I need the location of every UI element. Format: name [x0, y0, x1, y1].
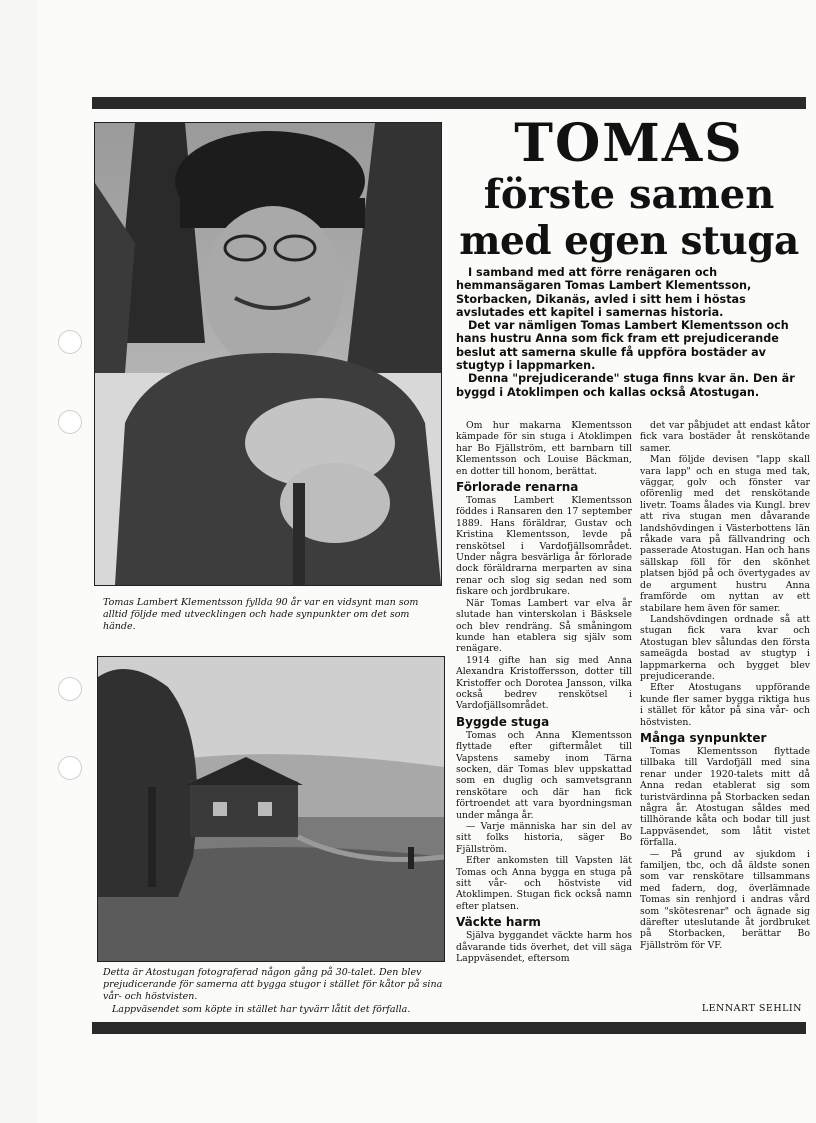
punch-hole: [58, 756, 82, 780]
body-paragraph: Själva byggandet väckte harm hos dåvarande tids överhet, det vill säga Lappväsendet, eftersom: [456, 930, 632, 965]
cabin-photo: [97, 656, 445, 962]
body-paragraph: När Tomas Lambert var elva år slutade han vinterskolan i Bäsksele och blev rendräng. Så småningom kunde han etablera sig själv som renägare.: [456, 597, 632, 655]
subheading: Väckte harm: [456, 915, 541, 930]
body-paragraph: 1914 gifte han sig med Anna Alexandra Kristoffersson, dotter till Kristoffer och Dorotea Jansson, vilka också bedrev renskötsel i Vardofjällsområdet.: [456, 654, 632, 712]
punch-hole: [58, 330, 82, 354]
body-paragraph: Efter ankomsten till Vapsten lät Tomas och Anna bygga en stuga på sitt vår- och höstviste vid Atoklimpen. Stugan fick också namn efter platsen.: [456, 855, 632, 912]
subheading: Förlorade renarna: [456, 480, 579, 495]
headline-line-2: förste samen: [483, 171, 775, 218]
body-paragraph: Tomas Lambert Klementsson föddes i Ransaren den 17 september 1889. Hans föräldrar, Gustav och Kristina Klementsson, levde på renskötsel i Vardofjällsområdet. Under några besvärliga år förlorade dock föräldrarna merparten av sina renar och slog sig sedan ned som fiskare och jordbrukare.: [456, 495, 632, 598]
body-paragraph: Efter Atostugans uppförande kunde fler samer bygga riktiga hus i stället för kåtor på sina vår- och höstvisten.: [640, 682, 810, 728]
lead-paragraph: Det var nämligen Tomas Lambert Klementsson och hans hustru Anna som fick fram ett prejudicerande beslut att samerna skulle få uppföra bostäder av stugtyp i lappmarken.: [456, 319, 789, 373]
lead-paragraph: Denna "prejudicerande" stuga finns kvar än. Den är byggd i Atoklimpen och kallas också Atostugan.: [456, 372, 795, 399]
article-column-1: [456, 420, 632, 964]
body-paragraph: — På grund av sjukdom i familjen, tbc, och då äldste sonen som var renskötare tillsammans med fadern, dog, överlämnade Tomas sin renhjord i andras vård som "skötesrenar" och ägnade sig därefter uteslutande åt jordbruket på Storbacken, berättar Bo Fjällström för VF.: [640, 848, 810, 951]
byline: LENNART SEHLIN: [701, 1003, 802, 1014]
bottom-rule: [92, 1022, 806, 1034]
cabin-caption-note: Lappväsendet som köpte in stället har tyvärr låtit det förfalla.: [112, 1004, 411, 1015]
top-rule: [92, 97, 806, 109]
punch-hole: [58, 410, 82, 434]
body-paragraph: — Varje människa har sin del av sitt folks historia, säger Bo Fjällström.: [456, 821, 632, 855]
subheading: Byggde stuga: [456, 714, 550, 729]
lead-paragraphs: [456, 266, 808, 399]
subheading: Många synpunkter: [640, 730, 767, 745]
body-paragraph: Landshövdingen ordnade så att stugan fick vara kvar och Atostugan blev sålundas den första sameägda bostad av stugtyp i lappmarkerna och bygget blev prejudicerande.: [640, 613, 810, 682]
article-column-2: [640, 420, 810, 951]
portrait-photo: [94, 122, 442, 586]
body-paragraph: Tomas Klementsson flyttade tillbaka till Vardofjäll med sina renar under 1920-talets mitt då Anna redan etablerat sig som turistvärdinna på Storbacken sedan några år. Atostugan såldes med tillhörande kåta och bodar till just Lappväsendet, som låtit vistet förfalla.: [640, 745, 810, 849]
portrait-caption: Tomas Lambert Klementsson fyllda 90 år var en vidsynt man som alltid följde med utvecklingen och hade synpunkter om det som hände.: [103, 597, 419, 632]
headline-line-3: med egen stuga: [459, 218, 799, 264]
headline-name: TOMAS: [514, 113, 744, 174]
body-paragraph: Om hur makarna Klementsson kämpade för sin stuga i Atoklimpen har Bo Fjällström, ett barnbarn till Klementsson och Louise Bäckman, en dotter till honom, berättat.: [456, 420, 632, 477]
punch-hole: [58, 677, 82, 701]
body-paragraph: Man följde devisen "lapp skall vara lapp" och en stuga med tak, väggar, golv och fönster var oförenlig med det renskötande livetr. Toams ålades via Kungl. brev att riva stugan men dåvarande landshövdingen i Västerbottens län råkade vara på fällvandring och passerade Atostugan. Han och hans sällskap föll för den skönhet platsen bjöd på och övertygades av de argument hustru Anna framförde om nyttan av ett stabilare hem även för samer.: [640, 454, 810, 614]
cabin-caption: Detta är Atostugan fotograferad någon gång på 30-talet. Den blev prejudicerande för samerna att bygga stugor i stället för kåtor på sina vår- och höstvisten.: [103, 967, 443, 1002]
body-paragraph: det var påbjudet att endast kåtor fick vara bostäder åt renskötande samer.: [640, 420, 810, 454]
body-paragraph: Tomas och Anna Klementsson flyttade efter giftermålet till Vapstens sameby inom Tärna socken, där Tomas blev uppskattad som en duglig och samvetsgrann renskötare och där han fick förtroendet att vara byordningsman under många år.: [456, 729, 632, 821]
lead-paragraph: I samband med att förre renägaren och hemmansägaren Tomas Lambert Klementsson, Storbacken, Dikanäs, avled i sitt hem i höstas avslutades ett kapitel i samernas historia.: [456, 266, 752, 319]
